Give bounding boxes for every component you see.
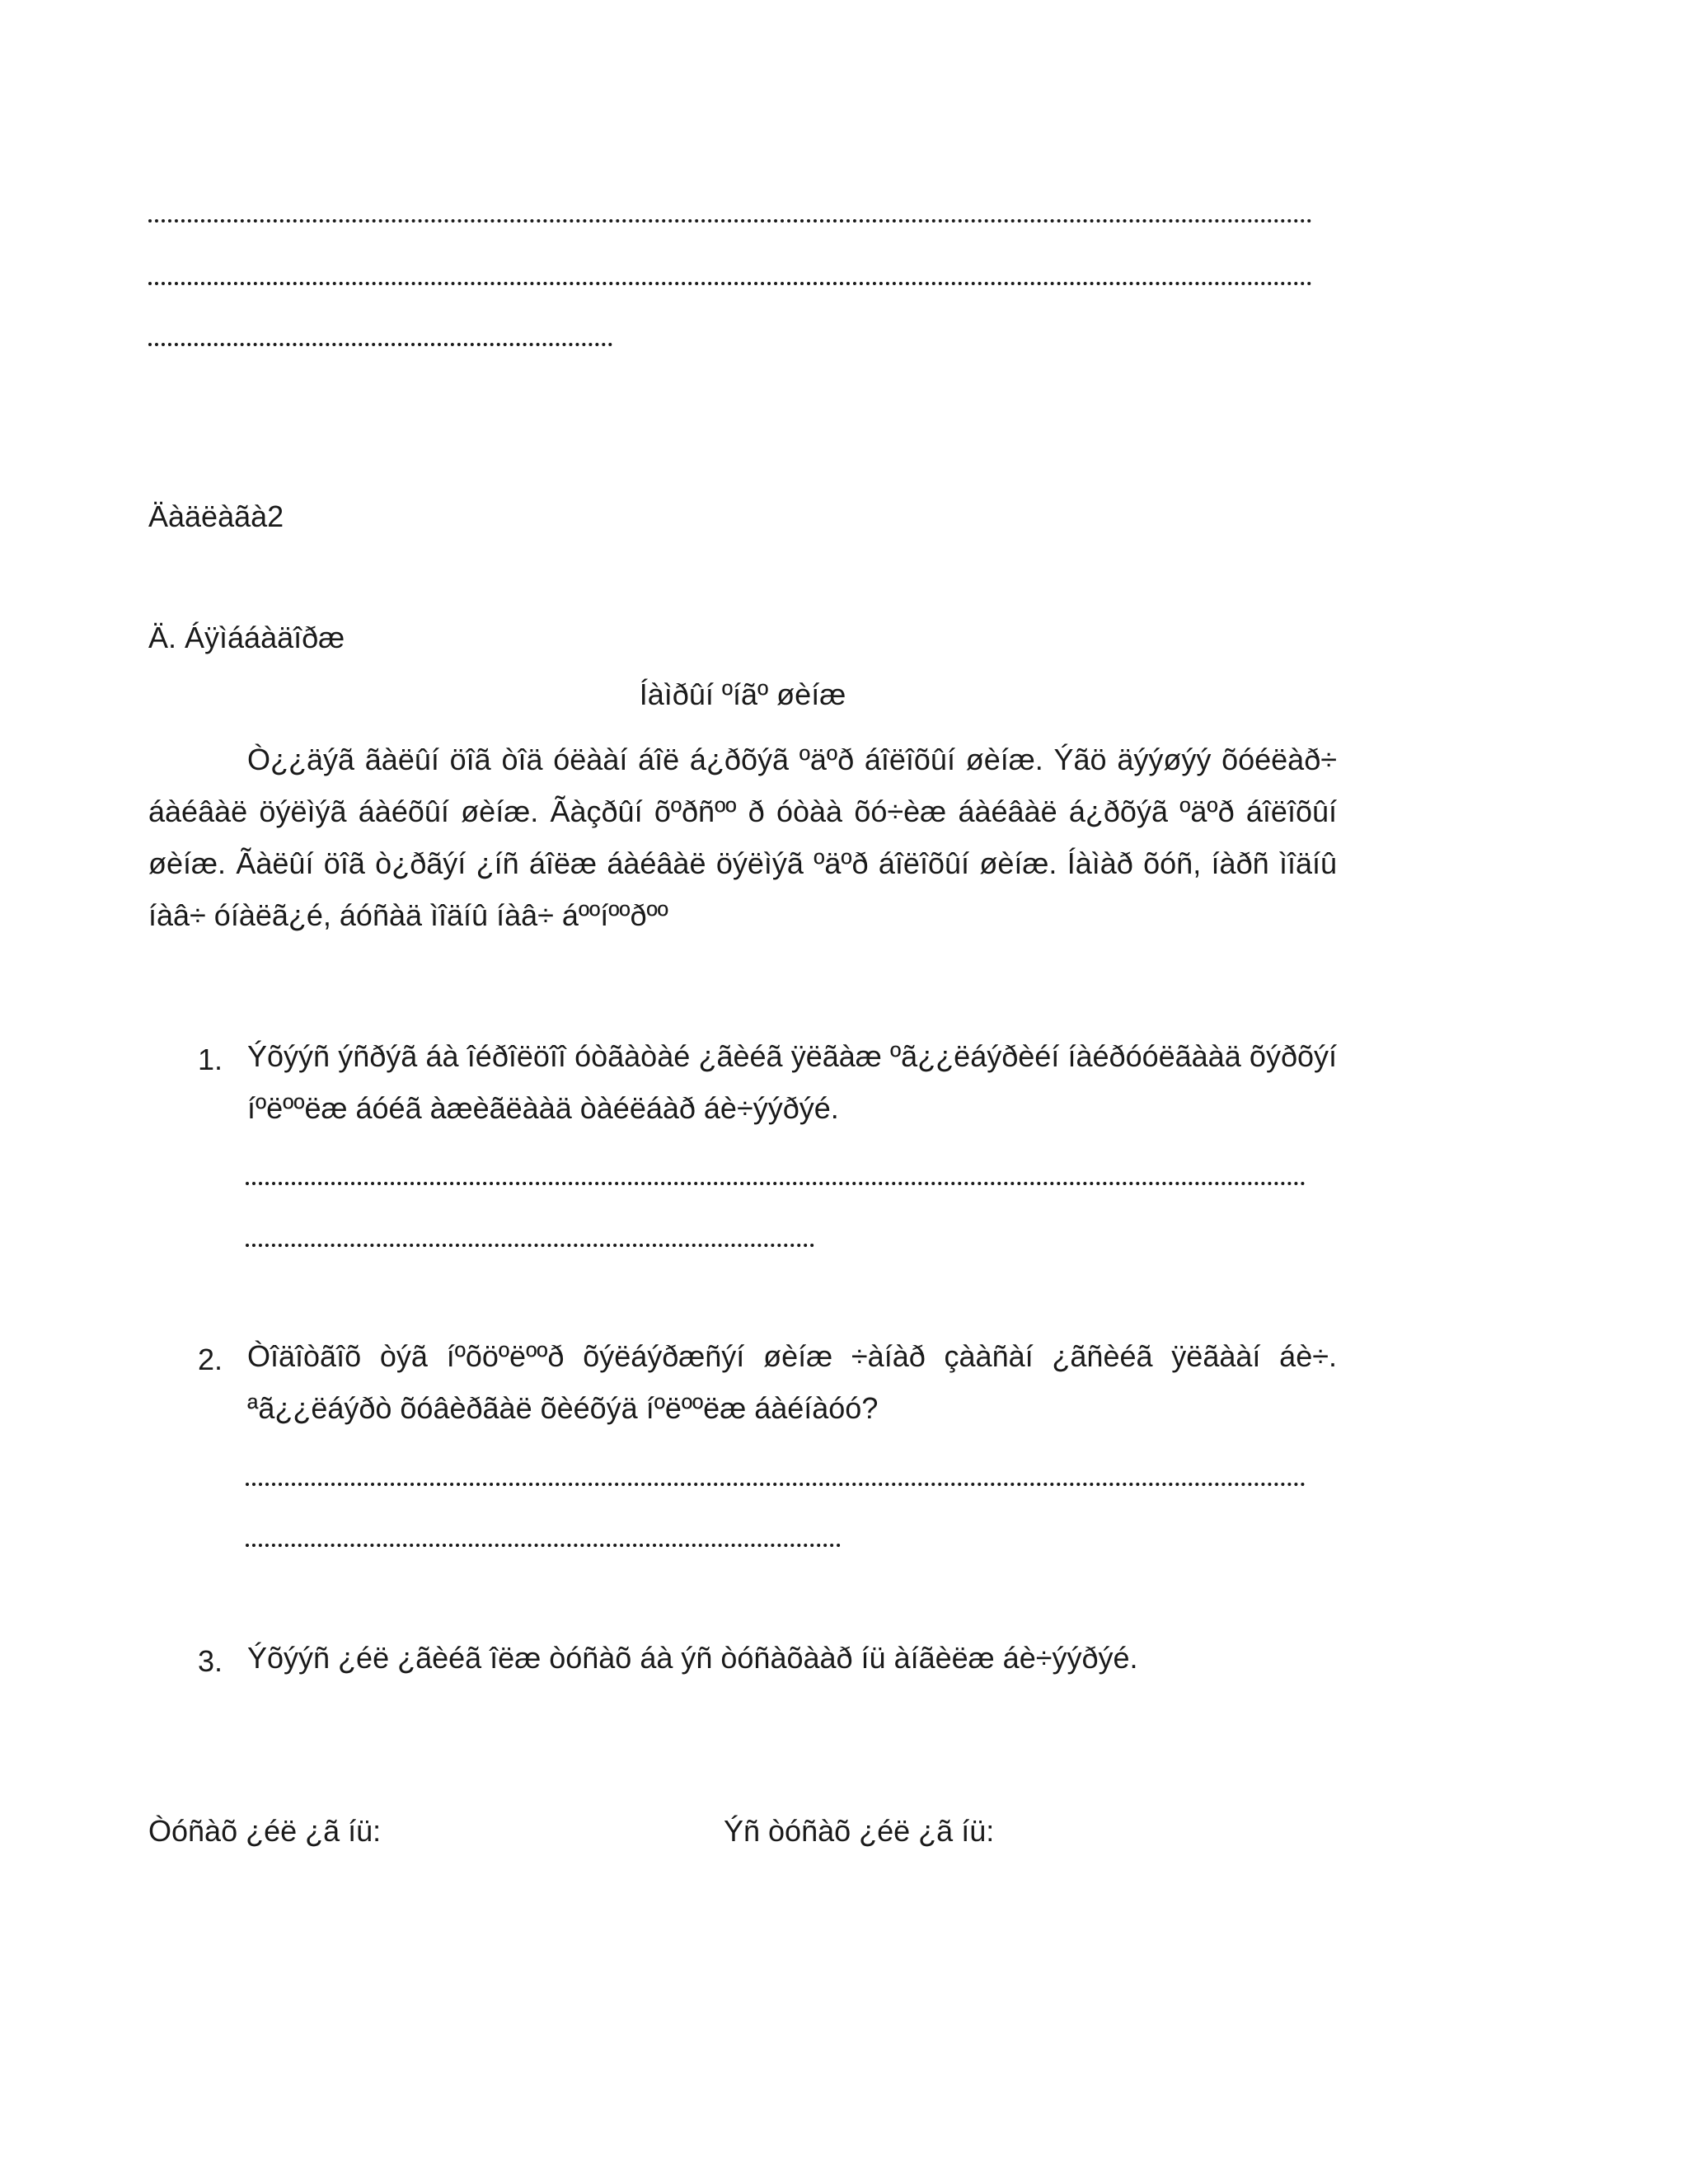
question-item	[198, 1632, 1337, 1684]
question-text: Òîäîòãîõ òýã íºõöºëººð õýëáýðæñýí øèíæ ÷àíàð çààñàí ¿ãñèéã ÿëãààí áè÷. ªã¿¿ëáýðò õóâèðãàë õèéõýä íºëººëæ áàéíàóó?	[247, 1339, 1337, 1425]
question-number: 1.	[198, 1043, 223, 1076]
passage-paragraph	[148, 733, 1337, 941]
answer-line	[148, 340, 612, 346]
question-number: 3.	[198, 1644, 223, 1678]
question-item	[198, 1030, 1337, 1134]
section-heading: Ä. Áÿìááàäîðæ	[148, 621, 345, 654]
question-number: 2.	[198, 1343, 223, 1376]
answer-line	[148, 216, 1312, 223]
question-text: Ýõýýñ ýñðýã áà îéðîëöîî óòãàòàé ¿ãèéã ÿëãàæ ºã¿¿ëáýðèéí íàéðóóëãààä õýðõýí íºëººëæ áóéã àæèãëààä òàéëáàð áè÷ýýðýé.	[247, 1039, 1337, 1125]
transitive-verbs-label: Òóñàõ ¿éë ¿ã íü:	[148, 1814, 382, 1848]
answer-line	[246, 1179, 1306, 1185]
answer-line	[246, 1540, 841, 1547]
question-item	[198, 1330, 1337, 1434]
passage-title: Íàìðûí ºíãº øèíæ	[639, 677, 846, 711]
passage-text: Ò¿¿äýã ãàëûí öîã òîä óëààí áîë á¿ðõýã ºäºð áîëîõûí øèíæ. Ýãö äýýøýý õóéëàð÷ áàéâàë öýëìýã áàéõûí øèíæ. Ãàçðûí õºðñºº ð óòàà õó÷èæ áàéâàë á¿ðõýã ºäºð áîëîõûí øèíæ. Ãàëûí öîã ò¿ðãýí ¿íñ áîëæ áàéâàë öýëìýã ºäºð áîëîõûí øèíæ. Íàìàð õóñ, íàðñ ìîäíû íàâ÷ óíàëã¿é, áóñàä ìîäíû íàâ÷ áººíººðºº	[148, 743, 1337, 932]
answer-line	[246, 1240, 814, 1247]
answer-line	[148, 279, 1312, 285]
exercise-heading: Äàäëàãà2	[148, 499, 284, 533]
intransitive-verbs-label: Ýñ òóñàõ ¿éë ¿ã íü:	[724, 1814, 995, 1848]
answer-line	[246, 1479, 1306, 1486]
question-text: Ýõýýñ ¿éë ¿ãèéã îëæ òóñàõ áà ýñ òóñàõààð íü àíãèëæ áè÷ýýðýé.	[247, 1641, 1138, 1675]
